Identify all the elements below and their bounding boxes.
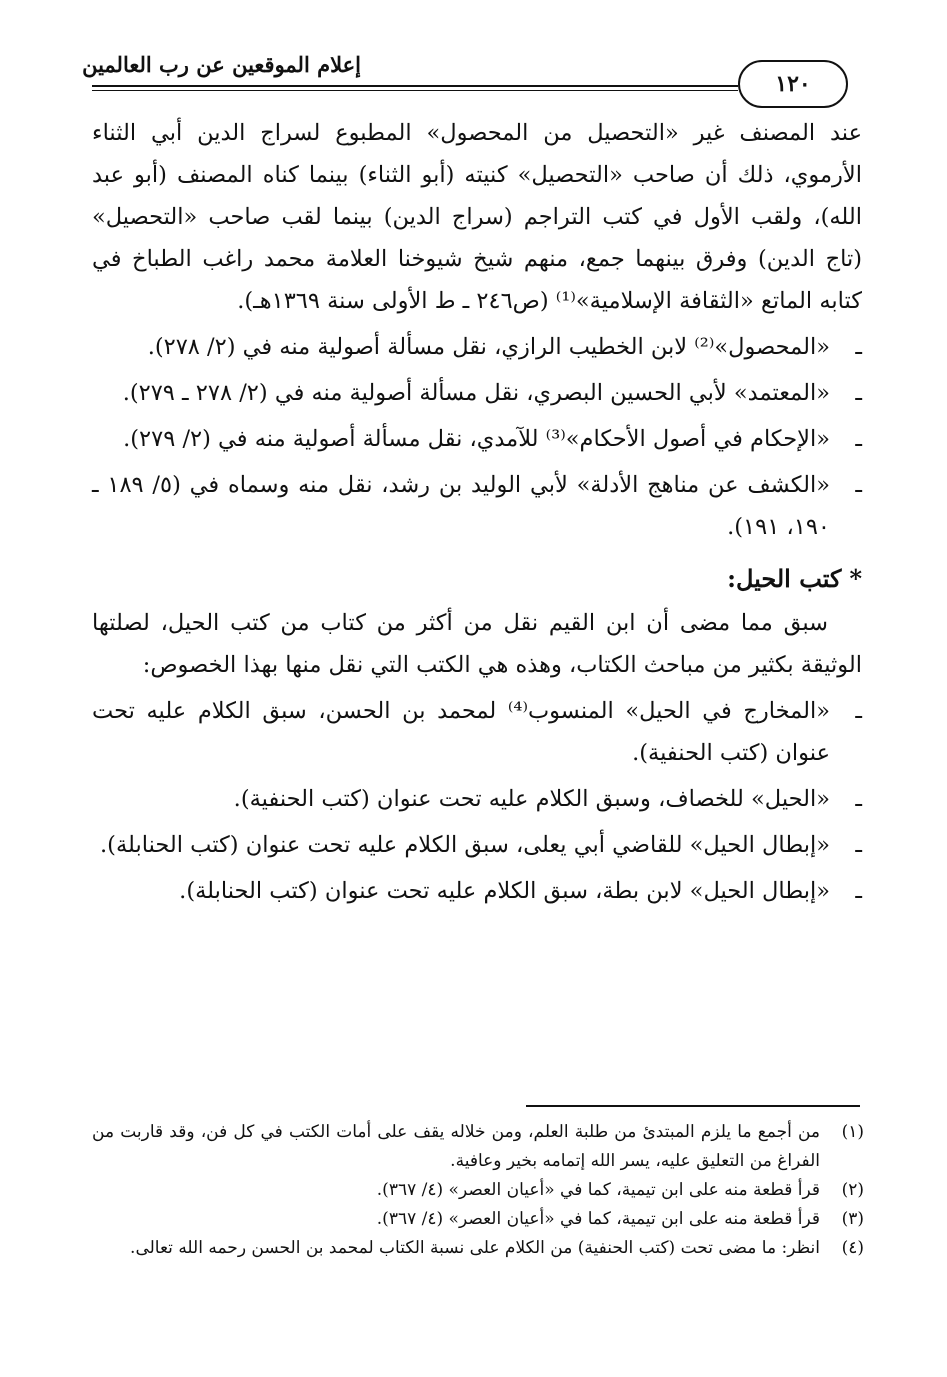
footnote-text: قرأ قطعة منه على ابن تيمية، كما في «أعيان العصر» (٤/ ٣٦٧). <box>376 1209 820 1229</box>
intro-paragraph: عند المصنف غير «التحصيل من المحصول» المطبوع لسراج الدين أبي الثناء الأرموي، ذلك أن صاحب «التحصيل» كنيته (أبو الثناء) بينما كناه المصنف (أبو عبد الله)، ولقب الأول في كتب التراجم (سراج الدين) بينما لقب صاحب «التحصيل» (تاج الدين) وفرق بينهما جمع، منهم شيخ شيوخنا العلامة محمد راغب الطباخ في كتابه الماتع «الثقافة الإسلامية»⁽¹⁾ (ص٢٤٦ ـ ط الأولى سنة ١٣٦٩هـ). <box>92 120 862 314</box>
list-item: ـ «المخارج في الحيل» المنسوب⁽⁴⁾ لمحمد بن الحسن، سبق الكلام عليه تحت عنوان (كتب الحنفية). <box>92 690 862 774</box>
footnote <box>92 1234 864 1263</box>
list-item: ـ «إبطال الحيل» للقاضي أبي يعلى، سبق الكلام عليه تحت عنوان (كتب الحنابلة). <box>92 824 862 866</box>
footnote-separator <box>526 1105 860 1107</box>
section-heading <box>92 558 862 600</box>
star-icon: * <box>849 564 862 593</box>
header-rule <box>92 85 738 87</box>
footnote-text: قرأ قطعة منه على ابن تيمية، كما في «أعيان العصر» (٤/ ٣٦٧). <box>376 1180 820 1200</box>
usul-books-list <box>92 326 862 548</box>
list-item: ـ «إبطال الحيل» لابن بطة، سبق الكلام عليه تحت عنوان (كتب الحنابلة). <box>92 870 862 912</box>
list-item: ـ «الحيل» للخصاف، وسبق الكلام عليه تحت عنوان (كتب الحنفية). <box>92 778 862 820</box>
running-header-title: إعلام الموقعين عن رب العالمين <box>82 52 361 77</box>
list-item: ـ «المحصول»⁽²⁾ لابن الخطيب الرازي، نقل مسألة أصولية منه في (٢/ ٢٧٨). <box>92 326 862 368</box>
list-item: ـ «الإحكام في أصول الأحكام»⁽³⁾ للآمدي، نقل مسألة أصولية منه في (٢/ ٢٧٩). <box>92 418 862 460</box>
section-paragraph: سبق مما مضى أن ابن القيم نقل من أكثر من كتاب من كتب الحيل، لصلتها الوثيقة بكثير من مباحث الكتاب، وهذه هي الكتب التي نقل منها بهذا الخصوص: <box>92 610 862 678</box>
section-heading-text: كتب الحيل: <box>727 564 842 593</box>
list-item: ـ «الكشف عن مناهج الأدلة» لأبي الوليد بن رشد، نقل منه وسماه في (٥/ ١٨٩ ـ ١٩٠، ١٩١). <box>92 464 862 548</box>
footnote-text: من أجمع ما يلزم المبتدئ من طلبة العلم، ومن خلاله يقف على أمات الكتب في كل فن، وقد قاربت من الفراغ من التعليق عليه، يسر الله إتمامه بخير وعافية. <box>92 1122 820 1171</box>
list-item: ـ «المعتمد» لأبي الحسين البصري، نقل مسألة أصولية منه في (٢/ ٢٧٨ ـ ٢٧٩). <box>92 372 862 414</box>
footnote <box>92 1176 864 1205</box>
footnote-number: (١) <box>841 1122 864 1142</box>
footnote <box>92 1205 864 1234</box>
footnote-number: (٢) <box>841 1180 864 1200</box>
footnote <box>92 1118 864 1176</box>
footnote-number: (٤) <box>841 1238 864 1258</box>
footnote-number: (٣) <box>841 1209 864 1229</box>
page-number-badge: ١٢٠ <box>738 60 848 108</box>
header-rule-thin <box>92 90 738 91</box>
main-text <box>92 112 862 916</box>
footnotes <box>92 1118 864 1263</box>
footnote-text: انظر: ما مضى تحت (كتب الحنفية) من الكلام على نسبة الكتاب لمحمد بن الحسن رحمه الله تعالى. <box>130 1238 820 1258</box>
hiyal-books-list <box>92 690 862 912</box>
